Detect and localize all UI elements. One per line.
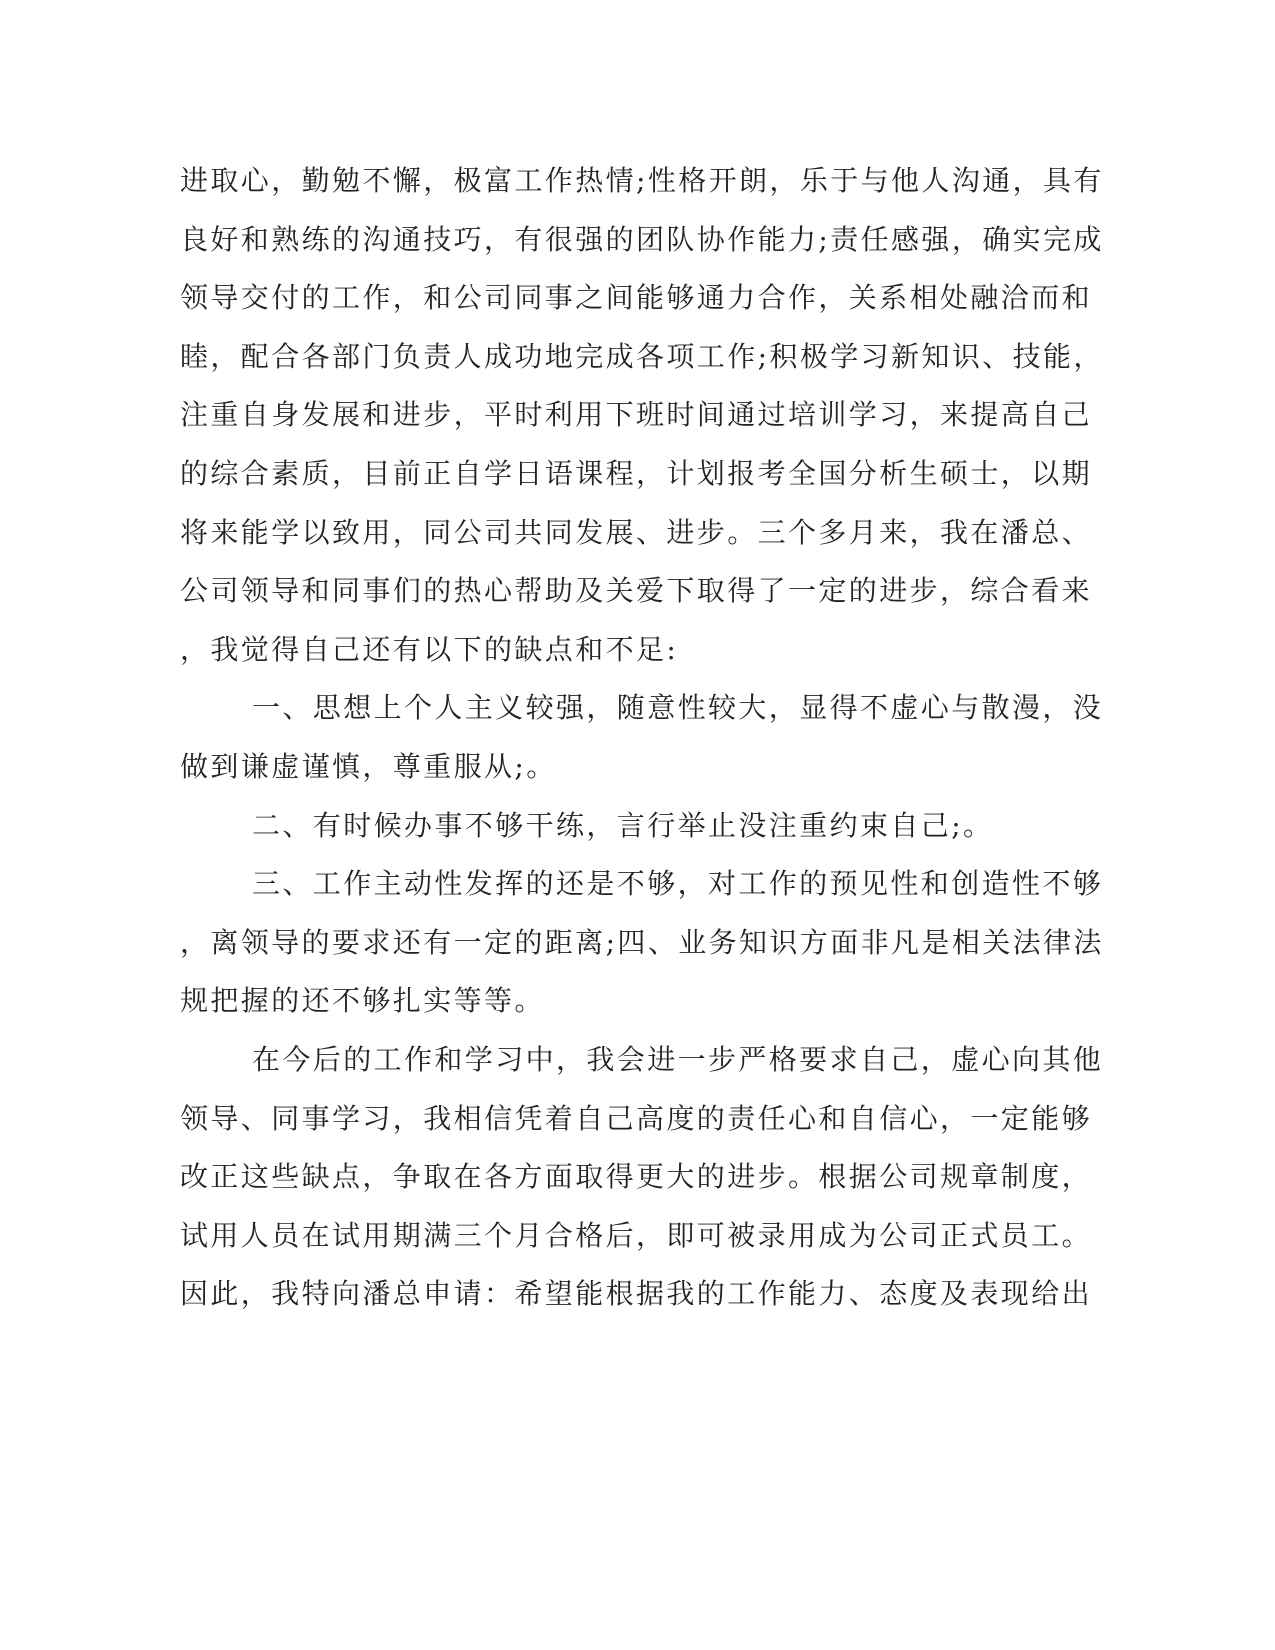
paragraph-line: 领导交付的工作，和公司同事之间能够通力合作，关系相处融洽而和 bbox=[180, 281, 1093, 315]
paragraph-line: 一、思想上个人主义较强，随意性较大，显得不虚心与散漫，没 bbox=[252, 691, 1104, 725]
paragraph-line: 公司领导和同事们的热心帮助及关爱下取得了一定的进步，综合看来 bbox=[180, 574, 1093, 608]
paragraph-line: 二、有时候办事不够干练，言行举止没注重约束自己;。 bbox=[252, 808, 994, 842]
paragraph-line: 将来能学以致用，同公司共同发展、进步。三个多月来，我在潘总、 bbox=[180, 515, 1093, 549]
paragraph-line: 因此，我特向潘总申请：希望能根据我的工作能力、态度及表现给出 bbox=[180, 1277, 1093, 1311]
paragraph-line: ，我觉得自己还有以下的缺点和不足: bbox=[180, 632, 679, 666]
paragraph-line: 三、工作主动性发挥的还是不够，对工作的预见性和创造性不够 bbox=[252, 867, 1104, 901]
paragraph-line: 注重自身发展和进步，平时利用下班时间通过培训学习，来提高自己 bbox=[180, 398, 1093, 432]
paragraph-line: 进取心，勤勉不懈，极富工作热情;性格开朗，乐于与他人沟通，具有 bbox=[180, 164, 1104, 197]
paragraph-line: 做到谦虚谨慎，尊重服从;。 bbox=[180, 749, 557, 783]
document-body bbox=[180, 152, 1104, 1324]
paragraph-line: 改正这些缺点，争取在各方面取得更大的进步。根据公司规章制度， bbox=[180, 1160, 1093, 1194]
paragraph-line: 的综合素质，目前正自学日语课程，计划报考全国分析生硕士，以期 bbox=[180, 456, 1093, 490]
paragraph-line: 领导、同事学习，我相信凭着自己高度的责任心和自信心，一定能够 bbox=[180, 1101, 1093, 1135]
paragraph-line: 规把握的还不够扎实等等。 bbox=[180, 984, 545, 1018]
paragraph-line: ，离领导的要求还有一定的距离;四、业务知识方面非凡是相关法律法 bbox=[180, 925, 1104, 959]
paragraph-line: 在今后的工作和学习中，我会进一步严格要求自己，虚心向其他 bbox=[252, 1042, 1104, 1076]
paragraph-line: 睦，配合各部门负责人成功地完成各项工作;积极学习新知识、技能， bbox=[180, 339, 1104, 373]
paragraph-line: 试用人员在试用期满三个月合格后，即可被录用成为公司正式员工。 bbox=[180, 1218, 1093, 1252]
paragraph-line: 良好和熟练的沟通技巧，有很强的团队协作能力;责任感强，确实完成 bbox=[180, 222, 1104, 256]
